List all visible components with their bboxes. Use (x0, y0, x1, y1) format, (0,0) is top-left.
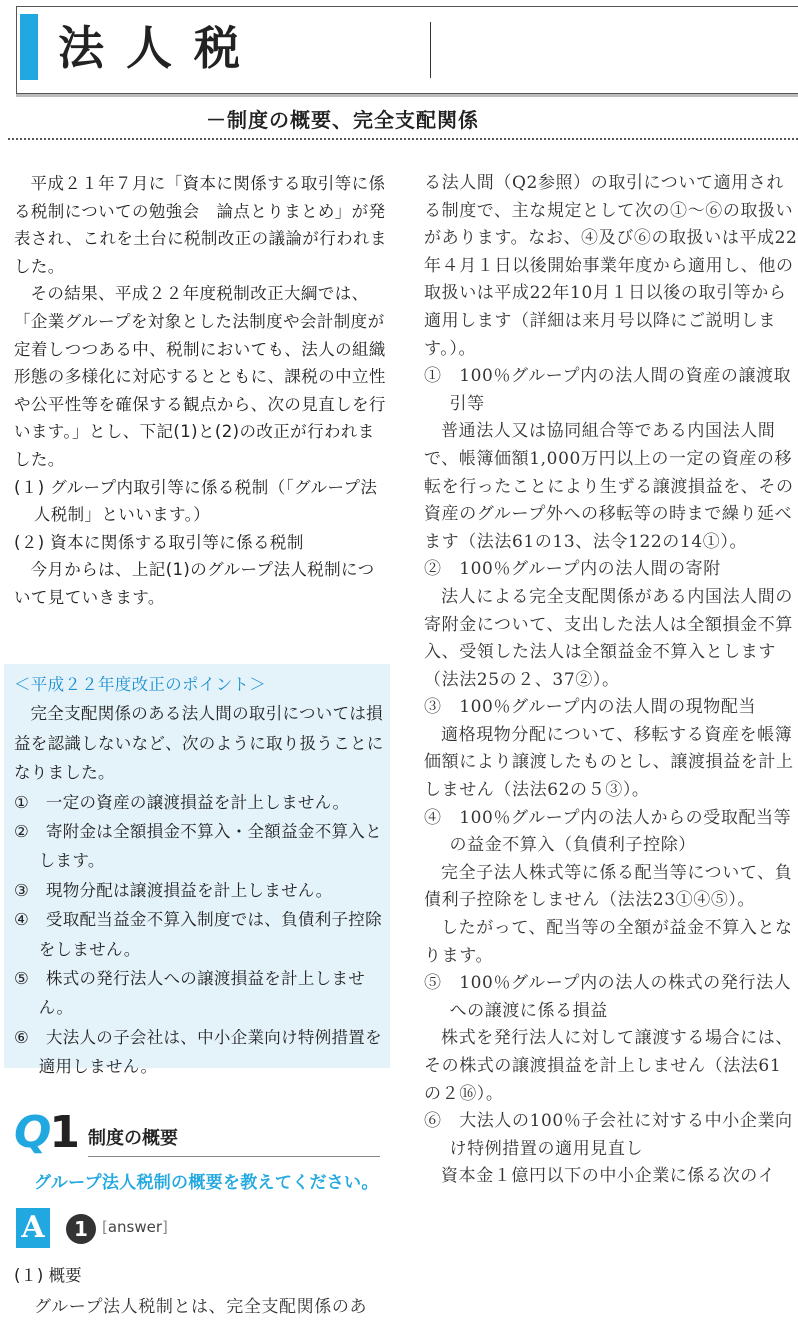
paragraph: 完全子法人株式等に係る配当等について、負債利子控除をしません（法法23①④⑤）。 (424, 862, 793, 911)
q-number: 1 (49, 1107, 79, 1158)
point-item: ③ 現物分配は譲渡損益を計上しません。 (14, 880, 333, 900)
left-column (14, 170, 390, 612)
answer-number-circle: 1 (66, 1214, 96, 1244)
section-heading: ⑥ 大法人の100％子会社に対する中小企業向け特例措置の適用見直し (424, 1111, 793, 1159)
list-item: (２) 資本に関係する取引等に係る税制 (14, 532, 304, 552)
point-item: ① 一定の資産の譲渡損益を計上しません。 (14, 792, 350, 812)
dotted-divider (8, 138, 798, 140)
right-column (424, 170, 798, 1191)
header-accent-bar (20, 14, 38, 80)
paragraph: 今月からは、上記(1)のグループ法人税制について見ていきます。 (14, 560, 375, 607)
paragraph: 資本金１億円以下の中小企業に係る次のイ (441, 1166, 776, 1187)
section-heading: ③ 100％グループ内の法人間の現物配当 (424, 697, 757, 718)
q1-heading: 制度の概要 (88, 1128, 178, 1149)
paragraph: その結果、平成２２年度税制改正大綱では、「企業グループを対象とした法制度や会計制度が定着しつつある中、税制においても、法人の組織形態の多様化に対応するとともに、課税の中立性や公平性等を確保する観点から、次の見直しを行います。」とし、下記(1)と(2)の改正が行われました。 (14, 284, 386, 469)
list-item: (１) グループ内取引等に係る税制（「グループ法人税制」といいます。） (14, 477, 378, 525)
point-box-intro: 完全支配関係のある法人間の取引については損益を認識しないなど、次のように取り扱うことになりました。 (14, 704, 384, 783)
point-item: ④ 受取配当益金不算入制度では、負債利子控除をしません。 (14, 910, 382, 959)
point-item: ⑤ 株式の発行法人への譲渡損益を計上しません。 (14, 969, 366, 1018)
paragraph: 株式を発行法人に対して譲渡する場合には、その株式の譲渡損益を計上しません（法法61の２⑯）。 (424, 1028, 793, 1104)
header-shadow (16, 94, 798, 97)
answer-label-text: answer (107, 1218, 163, 1236)
paragraph: 平成２１年７月に「資本に関係する取引等に係る税制についての勉強会 論点とりまとめ」が発表され、これを土台に税制改正の議論が行われました。 (14, 174, 387, 276)
paragraph: 普通法人又は協同組合等である内国法人間で、帳簿価額1,000万円以上の一定の資産の移転を行ったことにより生ずる譲渡損益を、その資産のグループ外への移転等の時まで繰り延べます（法法61の13、法令122の14①）。 (424, 421, 794, 552)
point-box-title: ＜平成２２年度改正のポイント＞ (14, 675, 266, 694)
point-item: ⑥ 大法人の子会社は、中小企業向け特例措置を適用しません。 (14, 1027, 382, 1077)
answer-a-mark: A (16, 1208, 50, 1248)
paragraph: る法人間（Q2参照）の取引について適用される制度で、主な規定として次の①～⑥の取扱いがあります。なお、④及び⑥の取扱いは平成22年４月１日以後開始事業年度から適用し、他の取扱いは平成22年10月１日以後の取引等から適用します（詳細は来月号以降にご説明します。）。 (424, 173, 798, 359)
section-heading: ① 100％グループ内の法人間の資産の譲渡取引等 (424, 366, 792, 414)
page-title: 法人税 (58, 21, 262, 75)
section-heading: ② 100％グループ内の法人間の寄附 (424, 559, 721, 580)
paragraph: 適格現物分配について、移転する資産を帳簿価額により譲渡したものとし、譲渡損益を計上しません（法法62の５③）。 (424, 724, 794, 801)
point-item: ② 寄附金は全額損金不算入・全額益金不算入とします。 (14, 822, 382, 871)
q1-rule (88, 1156, 380, 1157)
page-subtitle: －制度の概要、完全支配関係 (206, 108, 479, 132)
section-heading: ④ 100％グループ内の法人からの受取配当等の益金不算入（負債利子控除） (424, 807, 792, 856)
section-heading: (１) 概要 (14, 1266, 82, 1285)
q-letter: Q (14, 1107, 50, 1158)
section-heading: ⑤ 100％グループ内の法人の株式の発行法人への譲渡に係る損益 (424, 973, 792, 1021)
q1-mark (14, 1108, 78, 1158)
point-box-content (14, 670, 388, 1082)
answer-label: [answer] (102, 1218, 168, 1236)
answer-text: グループ法人税制とは、完全支配関係のあ (34, 1297, 368, 1317)
paragraph: 法人による完全支配関係がある内国法人間の寄附金について、支出した法人は全額損金不算入、受領した法人は全額益金不算入とします（法法25の２、37②）。 (424, 586, 793, 690)
q1-question: グループ法人税制の概要を教えてください。 (34, 1173, 379, 1193)
header-divider (430, 22, 431, 78)
paragraph: したがって、配当等の全額が益金不算入となります。 (424, 918, 793, 966)
